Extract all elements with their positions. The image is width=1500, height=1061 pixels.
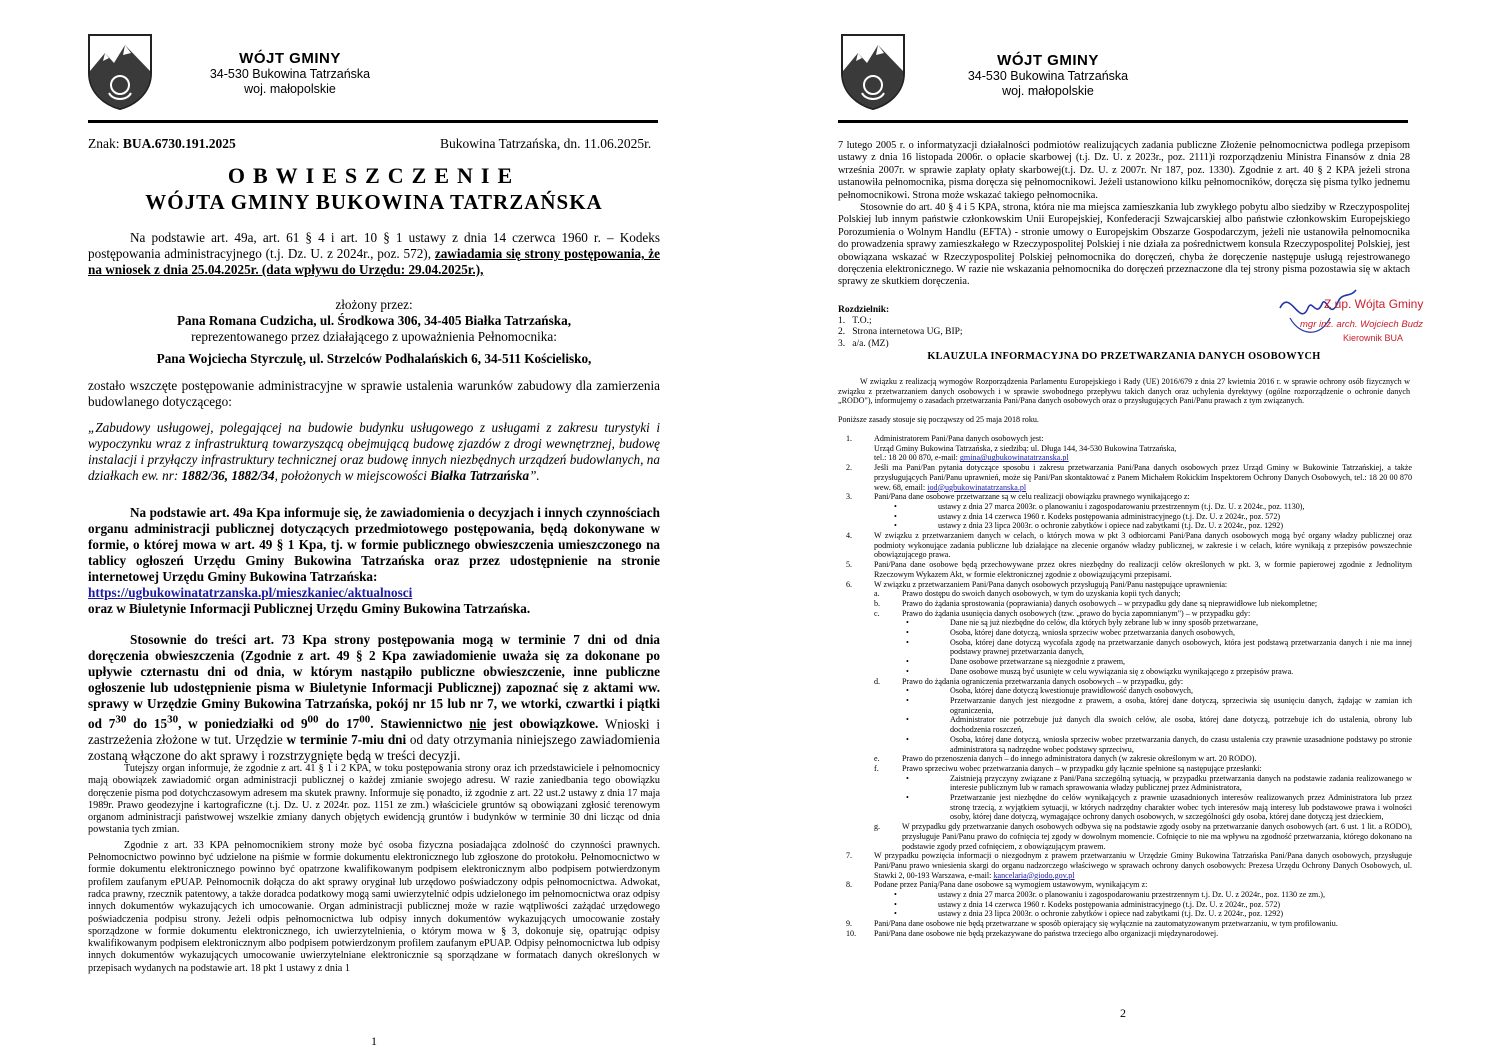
case-reference-number: BUA.6730.191.2025 — [122, 136, 236, 151]
quote-end: ”. — [529, 468, 540, 483]
gdpr-item — [846, 880, 1412, 919]
gdpr-item — [846, 851, 1412, 880]
bullet-item: • ustawy z dnia 23 lipca 2003r. o ochronie zabytków i opiece nad zabytkami (t.j. Dz. U. z 2024r., poz. 1292) — [910, 909, 1412, 919]
continued-paragraph — [838, 140, 1410, 289]
gdpr-item — [846, 463, 1412, 492]
distribution-item: Strona internetowa UG, BIP; — [852, 327, 963, 338]
art73-paragraph — [88, 632, 660, 764]
header-divider — [88, 120, 658, 123]
letterhead — [938, 52, 1158, 99]
letterhead-voivodeship: woj. małopolskie — [1002, 84, 1094, 98]
iod-email-link[interactable]: iod@ugbukowinatatrzanska.pl — [927, 482, 1027, 492]
bullet-item: • Osoba, której dane dotyczą, wniosła sprzeciw wobec przetwarzania danych osobowych, — [922, 628, 1412, 638]
gdpr-item — [846, 560, 1412, 579]
gdpr-effective-text: Poniższe zasady stosuje się począwszy od 25 maja 2018 roku. — [838, 415, 1039, 425]
header-divider — [838, 120, 1408, 123]
gdpr-intro-text: W związku z realizacją wymogów Rozporządzenia Parlamentu Europejskiego i Rady (UE) 2016/679 z dnia 27 kwietnia 2016 r. w sprawie ochrony osób fizycznych w związku z przetwarzaniem danych osobowych i w sprawie swobodnego przepływu takich danych oraz uchylenia dyrektywy (ogólne rozporządzenie o ochronie danych „RODO"), informujemy o zasadach przetwarzania Pani/Pana danych osobowych oraz o przysługujących Pani/Panu prawach z tym związanych. — [838, 377, 1410, 406]
distribution-label: Rozdzielnik: — [838, 305, 890, 315]
bullet-item: • ustawy z dnia 14 czerwca 1960 r. Kodeks postępowania administracyjnego (t.j. Dz. U. z 2024r., poz. 572) — [910, 900, 1412, 910]
uodo-email-link[interactable]: kancelaria@giodo.gov.pl — [993, 870, 1075, 880]
applicant-name: Pana Romana Cudzicha, ul. Środkowa 306, 34-405 Białka Tatrzańska, — [177, 313, 571, 328]
sub-item-letter: c. — [874, 608, 880, 618]
document-title: OBWIESZCZENIE — [227, 163, 521, 188]
item-number: 8. — [846, 880, 853, 890]
sub-item-text: Prawo dostępu do swoich danych osobowych, w tym do uzyskania kopii tych danych; — [902, 589, 1181, 599]
page-number: 2 — [1120, 1006, 1126, 1020]
gdpr-clause-title: KLAUZULA INFORMACYJNA DO PRZETWARZANIA DANYCH OSOBOWYCH — [927, 351, 1321, 362]
proceedings-paragraph — [88, 378, 660, 410]
art49a-paragraph — [88, 505, 660, 617]
sub-item-letter: e. — [874, 754, 880, 764]
document-date: Bukowina Tatrzańska, dn. 11.06.2025r. — [440, 136, 652, 151]
bullet-item: • ustawy z dnia 27 marca 2003r. o planowaniu i zagospodarowaniu przestrzennym t.j. Dz. U. z 2024r., poz. 1130 ze zm.), — [910, 890, 1412, 900]
item-number: 7. — [846, 851, 853, 861]
bullet-item: • Dane osobowe przetwarzane są niezgodnie z prawem, — [922, 657, 1412, 667]
distribution-list — [838, 305, 1098, 350]
sub-item-letter: f. — [874, 763, 879, 773]
sub-item — [874, 764, 1412, 822]
item-text: Pani/Pana dane osobowe nie będą przetwarzane w sposób opierający się wyłącznie na zautomatyzowanym przetwarzaniu, w tym profilowaniu. — [874, 919, 1338, 929]
art73-text: , w poniedziałki od 9 — [178, 716, 308, 732]
document-subtitle: WÓJTA GMINY BUKOWINA TATRZAŃSKA — [145, 190, 603, 214]
letterhead-title: WÓJT GMINY — [239, 50, 341, 67]
item-number: 3. — [846, 492, 853, 502]
art73-text: jest obowiązkowe. — [486, 716, 599, 732]
page-number: 1 — [371, 1034, 377, 1048]
sub-item-text: Prawo do przenoszenia danych – do innego administratora danych (w zakresie określonym w art. 20 RODO). — [902, 754, 1257, 764]
item-number: 4. — [846, 531, 853, 541]
sub-item-text: Prawo sprzeciwu wobec przetwarzania danych – w przypadku gdy łącznie spełnione są następujące przesłanki: — [902, 763, 1262, 773]
project-text-location: , położonych w miejscowości — [274, 468, 431, 483]
sub-item — [874, 609, 1412, 677]
locality-name: Białka Tatrzańska — [430, 468, 530, 483]
gdpr-item — [846, 919, 1412, 929]
deadline-text: w terminie 7-miu dni — [286, 732, 407, 748]
letterhead-title: WÓJT GMINY — [997, 52, 1099, 69]
bullet-item: • ustawy z dnia 14 czerwca 1960 r. Kodeks postępowania administracyjnego (t.j. Dz. U. z 2024r., poz. 572) — [910, 512, 1412, 522]
item-text: W związku z przetwarzaniem Pani/Pana danych osobowych przysługują Pani/Panu następujące uprawnienia: — [874, 579, 1228, 589]
distribution-num: 1. — [838, 316, 846, 327]
art49a-text: Na podstawie art. 49a Kpa informuje się, że zawiadomienia o decyzjach i innych czynnościach organu administracji publicznej dotyczących przedmiotowego postępowania, będą dokonywane w formie, o której mowa w art. 49 § 1 Kpa, tj. w formie publicznego obwieszczenia umieszczonego na tablicy ogłoszeń Urzędu Gminy Bukowina Tatrzańska oraz przez udostępnienie na stronie internetowej Urzędu Gminy Bukowina Tatrzańska: — [88, 505, 660, 584]
document-page-1 — [0, 0, 748, 1061]
sub-item-letter: b. — [874, 598, 881, 608]
item-number: 1. — [846, 434, 853, 443]
letterhead-address: 34-530 Bukowina Tatrzańska — [209, 67, 371, 81]
item-text: Pani/Pana dane osobowe przetwarzane są w celu realizacji obowiązku prawnego wynikającego z: — [874, 492, 1190, 502]
stamp-signatory: mgr inż. arch. Wojciech Budz — [1300, 319, 1424, 330]
item-text: W związku z przetwarzaniem danych w celach, o których mowa w pkt 3 odbiorcami Pani/Pana danych osobowych mogą być organy władzy publicznej oraz podmioty wykonujące zadania publiczne lub działające na zlecenie organów władzy publicznej, w zakresie i w celach, które wynikają z przepisów powszechnie obowiązującego prawa. — [874, 531, 1412, 560]
item-text: Podane przez Panią/Pana dane osobowe są wymogiem ustawowym, wynikającym z: — [874, 880, 1148, 890]
announcements-link[interactable]: https://ugbukowinatatrzanska.pl/mieszkaniec/aktualnosci — [88, 585, 413, 600]
admin-email-link[interactable]: gmina@ugbukowinatatrzanska.pl — [959, 453, 1069, 463]
stamp-position: Kierownik BUA — [1343, 333, 1404, 343]
gdpr-item — [846, 434, 1412, 463]
bullet-item: • ustawy z dnia 27 marca 2003r. o planowaniu i zagospodarowaniu przestrzennym (t.j. Dz. U. z 2024r., poz. 1130), — [910, 502, 1412, 512]
bullet-item: • Zaistnieją przyczyny związane z Pani/Pana szczególną sytuacją, w przypadku przetwarzania danych na podstawie zadania realizowanego w interesie publicznym lub w ramach sprawowania władzy publicznej przez Administratora, — [922, 774, 1412, 793]
gdpr-item — [846, 929, 1412, 939]
letterhead-voivodeship: woj. małopolskie — [244, 82, 336, 96]
bullet-item: • Przetwarzanie jest niezbędne do celów wynikających z prawnie uzasadnionych interesów realizowanych przez Administratora lub przez stronę trzecią, z wyjątkiem sytuacji, w których nadrzędny charakter wobec tych interesów mają interesy lub podstawowe prawa i wolności osoby, której dane dotyczą, wymagające ochrony danych osobowych, w szczególności gdy osoba, której dane dotyczą jest dzieckiem, — [922, 793, 1412, 822]
distribution-item: a/a. (MZ) — [852, 338, 889, 349]
gdpr-item — [846, 492, 1412, 531]
sub-item — [874, 754, 1412, 764]
hour-sup: 00 — [307, 714, 319, 726]
gdpr-intro — [838, 377, 1410, 425]
coat-of-arms-icon — [840, 33, 906, 111]
proxy-name: Pana Wojciecha Styrczulę, ul. Strzelców Podhalańskich 6, 34-511 Kościelisko, — [156, 351, 592, 366]
bullet-item: • Przetwarzanie danych jest niezgodne z prawem, a osoba, której dane dotyczą, sprzeciwia się usunięciu danych, żądając w zamian ich ograniczenia, — [922, 696, 1412, 715]
project-text: „Zabudowy usługowej, polegającej na budowie budynku usługowego z usługami z zakresu turystyki i wypoczynku wraz z infrastrukturą towarzyszącą obejmującą budowę zjazdów z drogi wewnętrznej, budowę instalacji i przyłączy infrastruktury technicznej oraz budowę innych niezbędnych urządzeń budowlanych, na działkach ew. nr: — [88, 420, 660, 483]
bullet-item: • Osoba, której dane dotyczą kwestionuje prawidłowość danych osobowych, — [922, 686, 1412, 696]
art73-text: do 15 — [126, 716, 168, 732]
fine-print — [88, 763, 660, 975]
bullet-item: • ustawy z dnia 23 lipca 2003r. o ochronie zabytków i opiece nad zabytkami (t.j. Dz. U. z 2024r., poz. 1292) — [910, 521, 1412, 531]
sub-item — [874, 599, 1412, 609]
item-number: 10. — [846, 928, 857, 938]
gdpr-item — [846, 531, 1412, 560]
sub-item-text: Prawo do żądania sprostowania (poprawiania) danych osobowych – w przypadku gdy dane są nieprawidłowe lub niekompletne; — [902, 598, 1318, 608]
intro-text: Na podstawie art. 49a, art. 61 § 4 i art. 10 § 1 ustawy z dnia 14 czerwca 1960 r. – Kodeks postępowania administracyjnego (t.j. Dz. U. z 2024r., poz. 572), — [88, 230, 660, 261]
art73-text: do 17 — [318, 716, 360, 732]
hour-sup: 30 — [167, 714, 179, 726]
item-number: 5. — [846, 560, 853, 570]
fine-print-address-change: Tutejszy organ informuje, że zgodnie z art. 41 § 1 i 2 KPA, w toku postępowania strony oraz ich przedstawiciele i pełnomocnicy mają obowiązek zawiadomić organ administracji publicznej o każdej zmianie swojego adresu. W razie zaniedbania tego obowiązku doręczenie pisma pod dotychczasowym adresem ma skutek prawny. Informuje się ponadto, iż zgodnie z art. 22 ust.2 ustawy z dnia 17 maja 1989r. Prawo geodezyjne i kartograficzne (t.j. Dz. U. z 2024r. poz. 1151 ze zm.) właściciele gruntów są obowiązani zgłosić terenowym organom administracji państwowej wszelkie zmiany danych objętych ewidencją gruntów i budynków w terminie 30 dni licząc od dnia powstania tych zmian. — [88, 763, 660, 836]
item-text: tel.: 18 20 00 870, e-mail: — [874, 453, 960, 463]
item-text: Administratorem Pani/Pana danych osobowych jest: — [874, 434, 1044, 443]
bip-text: oraz w Biuletynie Informacji Publicznej Urzędu Gminy Bukowina Tatrzańska. — [88, 601, 531, 616]
bullet-item: • Administrator nie potrzebuje już danych dla swoich celów, ale osoba, której dane dotyczą, potrzebuje ich do ustalenia, obrony lub dochodzenia roszczeń, — [922, 715, 1412, 734]
gdpr-list — [846, 434, 1412, 939]
item-number: 6. — [846, 579, 853, 589]
coat-of-arms-icon — [87, 33, 153, 111]
sub-item — [874, 589, 1412, 599]
item-text: Pani/Pana dane osobowe będą przechowywane przez okres niezbędny do realizacji celów określonych w pkt. 3, w formie papierowej zgodnie z Jednolitym Rzeczowym Wykazem Akt, w formie elektronicznej zgodnie z obowiązującymi przepisami. — [874, 560, 1412, 579]
distribution-num: 2. — [838, 327, 846, 338]
item-number: 9. — [846, 919, 853, 929]
art73-text: Wnioski i zastrzeżenia złożone w tut. Urzędzie — [88, 716, 660, 748]
item-text: Jeśli ma Pani/Pan pytania dotyczące sposobu i zakresu przetwarzania Pani/Pana danych osobowych przez Urząd Gminy w Bukowinie Tatrzańskiej, a także przysługujących Pani/Panu uprawnień, może się Pani/Pan skontaktować z Panem Michałem Rokickim Inspektorem Ochrony Danych Osobowych, tel.: 18 20 00 870 wew. 68, email: — [874, 463, 1412, 492]
letterhead — [180, 50, 400, 97]
fine-print-proxy: Zgodnie z art. 33 KPA pełnomocnikiem strony może być osoba fizyczna posiadająca zdolność do czynności prawnych. Pełnomocnictwo powinno być udzielone na piśmie w formie dokumentu elektronicznego lub zgłoszone do protokołu. Pełnomocnictwo w formie dokumentu elektronicznego powinno być opatrzone kwalifikowanym podpisem elektronicznym albo podpisem potwierdzonym profilem zaufanym ePUAP. Pełnomocnik dołącza do akt sprawy oryginał lub urzędowo poświadczony odpis pełnomocnictwa. Adwokat, radca prawny, rzecznik patentowy, a także doradca podatkowy mogą sami uwierzytelnić odpis udzielonego im pełnomocnictwa oraz odpisy innych dokumentów wykazujących ich umocowanie. Organ administracji publicznej może w razie wątpliwości zażądać urzędowego poświadczenia podpisu strony. Jeżeli odpis pełnomocnictwa lub odpisy innych dokumentów wykazujących umocowanie zostały sporządzone w formie dokumentu elektronicznego, ich uwierzytelnienia, o którym mowa w § 3, dokonuje się, opatrując odpisy kwalifikowanym podpisem elektronicznym albo podpisem potwierdzonym profilem zaufanym ePUAP. Odpisy pełnomocnictwa lub odpisy innych dokumentów wykazujących umocowanie uwierzytelniane elektronicznie są sporządzane w formatach danych określonych w przepisach wydanych na podstawie art. 18 pkt 1 ustawy z dnia 1 — [88, 839, 660, 974]
sub-item-text: Prawo do żądania usunięcia danych osobowych (tzw. „prawo do bycia zapomnianym") – w przypadku gdy: — [902, 608, 1251, 618]
bullet-item: • Dane osobowe muszą być usunięte w celu wywiązania się z obowiązku wynikającego z przepisów prawa. — [922, 667, 1412, 677]
sub-item — [874, 822, 1412, 851]
art73-text: . Stawiennictwo — [370, 716, 470, 732]
project-description — [88, 420, 660, 484]
sub-item-text: Prawo do żądania ograniczenia przetwarzania danych osobowych – w przypadku, gdy: — [902, 676, 1184, 686]
continued-text: 7 lutego 2005 r. o informatyzacji działalności podmiotów realizujących zadania publiczne Złożenie pełnomocnictwa podlega przepisom ustawy z dnia 16 listopada 2006r. o opłacie skarbowej (t.j. Dz. U. z 2023r., poz. 2111)i rozporządzeniu Ministra Finansów z dnia 28 września 2007r. w sprawie zapłaty opłaty skarbowej(t.j. Dz. U. z 2007r. Nr 187, poz. 1330). Zgodnie z art. 40 § 2 KPA jeżeli strona ustanowiła pełnomocnika, pisma doręcza się pełnomocnikowi. Jeżeli ustanowiono kilku pełnomocników, doręcza się pisma tylko jednemu pełnomocnikowi. Strona może wskazać takiego pełnomocnika. — [838, 140, 1410, 201]
bullet-item: • Dane nie są już niezbędne do celów, dla których były zebrane lub w inny sposób przetwarzane, — [922, 618, 1412, 628]
sub-item-letter: a. — [874, 589, 880, 599]
distribution-num: 3. — [838, 338, 846, 349]
represented-by-label: reprezentowanego przez działającego z upoważnienia Pełnomocnika: — [191, 329, 557, 344]
hour-sup: 00 — [359, 714, 371, 726]
hour-sup: 30 — [115, 714, 127, 726]
art73-text: od daty otrzymania niniejszego zawiadomienia zostaną włączone do akt sprawy i rozstrzygnięte będą w treści decyzji. — [88, 732, 660, 764]
art73-not: nie — [469, 716, 487, 732]
applicant-block — [88, 297, 660, 367]
bullet-item: • Osoba, której dane dotyczą, wniosła sprzeciw wobec przetwarzania danych, do czasu ustalenia czy prawnie uzasadnione podstawy po stronie administratora są nadrzędne wobec podstawy sprzeciwu, — [922, 735, 1412, 754]
official-stamp — [1300, 297, 1440, 347]
plot-numbers: 1882/36, 1882/34 — [181, 468, 275, 483]
submitted-by-label: złożony przez: — [335, 297, 413, 312]
case-reference-label: Znak: — [88, 136, 123, 151]
item-text: Urząd Gminy Bukowina Tatrzańska, z siedzibą: ul. Długa 144, 34-530 Bukowina Tatrzańska, — [874, 443, 1177, 453]
sub-item-text: W przypadku gdy przetwarzanie danych osobowych odbywa się na podstawie zgody osoby na przetwarzanie danych osobowych (art. 6 ust. 1 lit. a RODO), przysługuje Pani/Panu prawo do cofnięcia tej zgody w dowolnym momencie. Cofnięcie to nie ma wpływu na zgodność przetwarzania, którego dokonano na podstawie zgody przed cofnięciem, z obowiązującym prawem. — [902, 822, 1412, 851]
sub-item — [874, 677, 1412, 755]
sub-item-letter: d. — [874, 676, 881, 686]
letterhead-address: 34-530 Bukowina Tatrzańska — [967, 69, 1129, 83]
item-number: 2. — [846, 463, 853, 473]
intro-paragraph — [88, 230, 660, 278]
gdpr-item — [846, 580, 1412, 852]
intro-notice: zawiadamia się strony postępowania, że na wniosek z dnia 25.04.2025r. (data wpływu do Urzędu: 29.04.2025r.), — [88, 246, 660, 277]
document-page-2 — [752, 0, 1500, 1061]
stamp-authority: Z up. Wójta Gminy — [1324, 297, 1424, 311]
case-reference — [88, 136, 236, 152]
item-text: Pani/Pana dane osobowe nie będą przekazywane do państwa trzeciego albo organizacji międzynarodowej. — [874, 928, 1219, 938]
distribution-item: T.O.; — [852, 316, 872, 327]
art40-text: Stosownie do art. 40 § 4 i 5 KPA, strona, która nie ma miejsca zamieszkania lub zwykłego pobytu albo siedziby w Rzeczypospolitej Polskiej lub innym państwie członkowskim Unii Europejskiej, Konfederacji Szwajcarskiej albo państwie członkowskim Europejskiego Porozumienia o Wolnym Handlu (EFTA) - stronie umowy o Europejskim Obszarze Gospodarczym, jeżeli nie ustanowiła pełnomocnika do prowadzenia sprawy zamieszkałego w Rzeczypospolitej Polskiej i nie działa za pośrednictwem konsula Rzeczypospolitej Polskiej, jest obowiązana wskazać w Rzeczypospolitej Polskiej pełnomocnika do doręczeń, chyba że doręczenie następuje usługą rejestrowanego doręczenia elektronicznego. W razie nie wskazania pełnomocnika do doręczeń przeznaczone dla tej strony pisma pozostawia się w aktach sprawy ze skutkiem doręczenia. — [838, 202, 1410, 288]
sub-item-letter: g. — [874, 822, 881, 832]
art73-text: Stosownie do treści art. 73 Kpa strony postępowania mogą w terminie 7 dni od dnia doręczenia obwieszczenia (Zgodnie z art. 49 § 2 Kpa zawiadomienie uważa się za dokonane po upływie czternastu dni od dnia, w którym nastąpiło publiczne obwieszczenie, inne publiczne ogłoszenie lub udostępnienie pisma w Biuletynie Informacji Publicznej) zapoznać się z aktami ww. sprawy w Urzędzie Gminy Bukowina Tatrzańska, pokój nr 15 lub nr 7, we wtorki, czwartki i piątki od 7 — [88, 632, 660, 732]
bullet-item: • Osoba, której dane dotyczą wycofała zgodę na przetwarzanie danych osobowych, która jest podstawą przetwarzania danych i nie ma innej podstawy prawnej przetwarzania danych, — [922, 638, 1412, 657]
proceedings-text: zostało wszczęte postępowanie administracyjne w sprawie ustalenia warunków zabudowy dla zamierzenia budowlanego dotyczącego: — [88, 378, 660, 409]
item-text: W przypadku powzięcia informacji o niezgodnym z prawem przetwarzaniu w Urzędzie Gminy Bukowina Tatrzańska Pani/Pana danych osobowych, przysługuje Pani/Panu prawo wniesienia skargi do organu nadzorczego właściwego w sprawach ochrony danych osobowych: Prezesa Urzędu Ochrony Danych Osobowych, ul. Stawki 2, 00-193 Warszawa, e-mail: — [874, 851, 1412, 880]
